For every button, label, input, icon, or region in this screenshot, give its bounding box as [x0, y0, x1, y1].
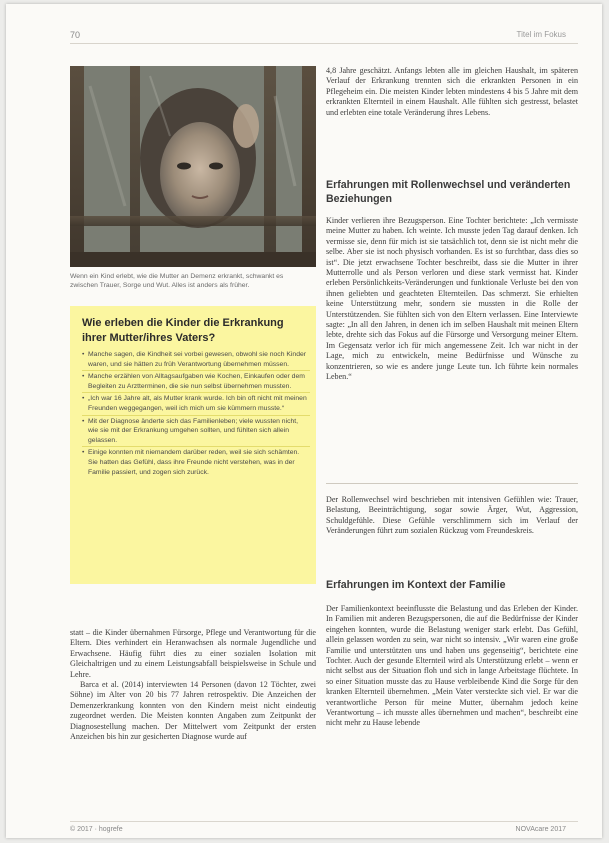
info-box-item: • Einige konnten mit niemandem darüber reden, weil sie sich schämten. Sie hatten das Gefühl, dass ihre Freunde nicht verstehen, was in der Familie passiert, und zogen sich zurück. [82, 448, 310, 478]
info-box-item: • Manche sagen, die Kindheit sei vorbei gewesen, obwohl sie noch Kinder waren, und sie hätten zu früh Verantwortung übernehmen müssen. [82, 350, 310, 371]
info-box [70, 306, 316, 584]
body-paragraph: Der Familienkontext beeinflusste die Belastung und das Erleben der Kinder. In Familien mit anderen Bezugspersonen, die auf die Bedürfnisse der Kinder eingehen konnten, wurde die Belastung weniger stark erlebt. Das Gefühl, allein gelassen worden zu sein, war nicht so intensiv. „Wir waren eine große Familie und unterstützten uns und haben uns gegenseitig“, berichtete eine Tochter. Auch der gesunde Elternteil wird als Unterstützung erlebt – wenn er nicht selbst aus der Situation floh und sich in lange Arbeitstage flüchtete. In so einer Situation musste das zu Hause verbleibende Kind die Sorge für den kranken Elternteil übernehmen. „Mein Vater versteckte sich viel. Er war die verantwortliche Person für meine Mutter, übernahm jedoch keine Verantwortung – ich musste alles übernehmen und machen“, beschreibt eine nicht mehr zu Hause lebende [326, 604, 578, 728]
magazine-page [6, 4, 602, 838]
body-paragraph: Barca et al. (2014) interviewten 14 Personen (davon 12 Töchter, zwei Söhne) im Alter von 20 bis 77 Jahren retrospektiv. Die Anzeichen der Demenzerkrankung konnten von den Kindern meist nicht eindeutig zugeordnet werden. Die Meisten konnten Angaben zum Zeitpunkt der Diagnosestellung machen. Der Mittelwert vom Zeitpunkt der ersten Anzeichen bis hin zur gesicherten Diagnose wurde auf [70, 680, 316, 742]
right-column-section1b [326, 495, 578, 537]
right-column-section1 [326, 216, 578, 383]
body-paragraph: 4,8 Jahre geschätzt. Anfangs lebten alle im gleichen Haushalt, im späteren Verlauf der Erkrankung trennten sich die erkrankten Personen in ein Pflegeheim ein. Die meisten Kinder lebten mindestens 4 bis 5 Jahre mit dem erkrankten Elternteil in einem Haushalt. Alle fühlten sich gestresst, belastet und erlebten eine totale Veränderung ihres Lebens. [326, 66, 578, 117]
body-paragraph: Der Rollenwechsel wird beschrieben mit intensiven Gefühlen wie: Trauer, Belastung, Beeinträchtigung, sogar sowie Ärger, Wut, Aggression, Schuldgefühle. Diese Gefühle verschlimmern sich im Verlauf der Veränderungen führt zum sozialen Rückzug vom Freundeskreis. [326, 495, 578, 536]
info-box-item: • Manche erzählen von Alltagsaufgaben wie Kochen, Einkaufen oder dem Begleiten zu Arztterminen, die sie nun selbst übernehmen mussten. [82, 372, 310, 393]
info-box-item: • Mit der Diagnose änderte sich das Familienleben; viele wussten nicht, wie sie mit der Erkrankung umgehen sollten, und fühlten sich allein gelassen. [82, 417, 310, 448]
section-heading-family-context: Erfahrungen im Kontext der Familie [326, 579, 506, 591]
footer-rule [70, 821, 578, 822]
body-paragraph: statt – die Kinder übernahmen Fürsorge, Pflege und Verantwortung für die Eltern. Dies verhindert ein Heranwachsen als normale Jugendliche und Erwachsene. Häufig führt dies zu einer sozialen Isolation mit Gleichaltrigen und zu einem Leistungsabfall beispielsweise in Schule und Lehre. [70, 628, 316, 679]
info-box-list [82, 350, 310, 479]
left-column-text [70, 628, 316, 742]
footer-copyright: © 2017 · hogrefe [70, 826, 123, 833]
footer-journal: NOVAcare 2017 [515, 826, 566, 833]
header-rule [70, 43, 578, 44]
page-number: 70 [70, 30, 81, 40]
right-column-section2 [326, 604, 578, 729]
photo-caption: Wenn ein Kind erlebt, wie die Mutter an Demenz erkrankt, schwankt es zwischen Trauer, Sorge und Wut. Alles ist anders als früher. [70, 273, 284, 290]
article-photo [70, 66, 316, 267]
body-paragraph: Kinder verlieren ihre Bezugsperson. Eine Tochter berichtete: „Ich vermisste meine Mutter zu haben. Ich weinte. Ich musste jeden Tag darauf denken. Ich vermisse sie, denn für mich ist sie tatsächlich tot, denn sie ist nicht mehr die selbe. Aber sie ist noch physisch vorhanden. Es ist so furchtbar, dass dies so ist“. Die jetzt erwachsene Tochter beschreibt, dass sie die Mutter in ihrer Mutterrolle und als Person verloren und diese stark vermisst hat. Kinder erleben Persönlichkeits-Veränderungen und funktionale Verluste bei den von ihnen geliebten und geachteten Elternteilen. Das schmerzt. Sie erhielten keine Unterstützung mehr, sondern sie mussten in die Rolle der Unterstützenden. Sie fühlten sich von den Eltern verlassen. Eine Interviewte sagte: „In all den Jahren, in denen ich im selben Haushalt mit meinen Eltern lebte, drehte sich das Fokus auf die Fürsorge und Versorgung meiner Eltern. Im Gegensatz verlor ich für mich angemessene Zeit. Ich war nicht in der Lage, mich zu entwickeln, meine Bedürfnisse und Wünsche zu konzentrieren, so wie es andere junge Leute tun. Ich führte kein normales Leben.“ [326, 216, 578, 382]
section-divider [326, 483, 578, 484]
info-box-title: Wie erleben die Kinder die Erkrankung ihrer Mutter/ihres Vaters? [82, 317, 284, 344]
child-at-window-illustration [70, 66, 316, 267]
section-heading-role-change: Erfahrungen mit Rollenwechsel und veränderten Beziehungen [326, 179, 571, 205]
running-section-title: Titel im Fokus [516, 30, 566, 39]
info-box-item: • „Ich war 16 Jahre alt, als Mutter krank wurde. Ich bin oft nicht mit meinen Freunden weggegangen, weil ich mich um sie kümmern musste.“ [82, 394, 310, 415]
right-column-intro [326, 66, 578, 118]
